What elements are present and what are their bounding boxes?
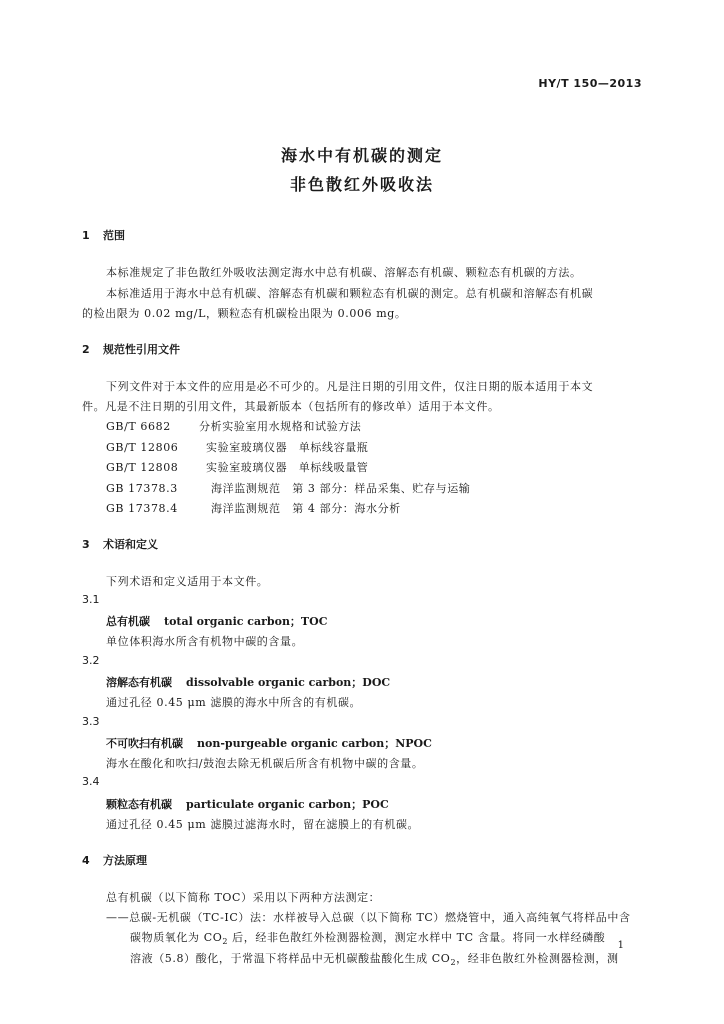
paragraph: 下列术语和定义适用于本文件。	[106, 575, 269, 588]
term-english: dissolvable organic carbon；DOC	[186, 676, 391, 689]
reference-title: 分析实验室用水规格和试验方法	[199, 420, 362, 433]
clause-number: 3.1	[82, 593, 100, 606]
paragraph: 下列文件对于本文件的应用是必不可少的。凡是注日期的引用文件，仅注日期的版本适用于本文	[106, 380, 594, 393]
section-title: 术语和定义	[103, 538, 158, 551]
reference-item	[106, 459, 368, 475]
text-run: 后，经非色散红外检测器检测，测定水样中 TC 含量。将同一水样经磷酸	[228, 931, 606, 944]
page-number: 1	[617, 940, 624, 951]
reference-item	[106, 418, 361, 434]
reference-code: GB/T 12808	[106, 461, 179, 474]
reference-title: 海洋监测规范 第 4 部分：海水分析	[211, 502, 401, 515]
term-definition: 海水在酸化和吹扫/鼓泡去除无机碳后所含有机物中碳的含量。	[106, 757, 424, 770]
reference-code: GB/T 6682	[106, 420, 171, 433]
term-definition: 单位体积海水所含有机物中碳的含量。	[106, 635, 304, 648]
dash-list-continuation	[130, 929, 605, 946]
term-chinese: 溶解态有机碳	[106, 676, 172, 689]
section-number: 4	[82, 854, 90, 867]
clause-number: 3.3	[82, 715, 100, 728]
term-chinese: 不可吹扫有机碳	[106, 737, 183, 750]
reference-item	[106, 439, 368, 455]
subscript: 2	[222, 937, 229, 947]
section-3-heading	[82, 536, 158, 552]
paragraph-continuation: 件。凡是不注日期的引用文件，其最新版本（包括所有的修改单）适用于本文件。	[82, 400, 500, 413]
paragraph: 总有机碳（以下简称 TOC）采用以下两种方法测定：	[106, 891, 381, 904]
text-run: 溶液（5.8）酸化，于常温下将样品中无机碳酸盐酸化生成 CO	[130, 952, 451, 965]
section-title: 方法原理	[103, 854, 147, 867]
section-number: 2	[82, 343, 90, 356]
section-2-heading	[82, 341, 180, 357]
paragraph: 本标准适用于海水中总有机碳、溶解态有机碳和颗粒态有机碳的测定。总有机碳和溶解态有机碳	[106, 287, 594, 300]
term-definition: 通过孔径 0.45 μm 滤膜的海水中所含的有机碳。	[106, 696, 362, 709]
subscript: 2	[450, 958, 457, 968]
section-title: 范围	[103, 229, 125, 242]
reference-code: GB/T 12806	[106, 441, 179, 454]
clause-number: 3.4	[82, 775, 100, 788]
text-run: ，经非色散红外检测器检测，测	[456, 952, 619, 965]
term-english: particulate organic carbon；POC	[186, 798, 389, 811]
reference-code: GB 17378.4	[106, 502, 178, 515]
paragraph: 本标准规定了非色散红外吸收法测定海水中总有机碳、溶解态有机碳、颗粒态有机碳的方法。	[106, 266, 582, 279]
term-definition: 通过孔径 0.45 μm 滤膜过滤海水时，留在滤膜上的有机碳。	[106, 818, 420, 831]
term-chinese: 颗粒态有机碳	[106, 798, 172, 811]
term-heading	[106, 613, 327, 629]
dash-list-continuation	[130, 950, 619, 967]
term-english: total organic carbon；TOC	[164, 615, 328, 628]
title-line-1: 海水中有机碳的测定	[280, 146, 443, 165]
title-line-2: 非色散红外吸收法	[289, 175, 434, 194]
reference-title: 实验室玻璃仪器 单标线容量瓶	[206, 441, 369, 454]
clause-number: 3.2	[82, 654, 100, 667]
paragraph-continuation: 的检出限为 0.02 mg/L，颗粒态有机碳检出限为 0.006 mg。	[82, 307, 407, 320]
reference-item	[106, 480, 470, 496]
text-run: 碳物质氧化为 CO	[130, 931, 223, 944]
section-1-heading	[82, 227, 125, 243]
term-english: non-purgeable organic carbon；NPOC	[197, 737, 432, 750]
section-number: 1	[82, 229, 90, 242]
term-heading	[106, 735, 432, 751]
reference-title: 海洋监测规范 第 3 部分：样品采集、贮存与运输	[211, 482, 471, 495]
standard-number: HY/T 150—2013	[538, 77, 642, 90]
term-heading	[106, 796, 389, 812]
reference-code: GB 17378.3	[106, 482, 178, 495]
section-number: 3	[82, 538, 90, 551]
reference-item	[106, 500, 401, 516]
reference-title: 实验室玻璃仪器 单标线吸量管	[206, 461, 369, 474]
term-heading	[106, 674, 390, 690]
dash-list-item: ——总碳-无机碳（TC-IC）法：水样被导入总碳（以下简称 TC）燃烧管中，通入高纯氧气将样品中含	[106, 911, 631, 924]
section-title: 规范性引用文件	[103, 343, 180, 356]
section-4-heading	[82, 852, 147, 868]
term-chinese: 总有机碳	[106, 615, 150, 628]
